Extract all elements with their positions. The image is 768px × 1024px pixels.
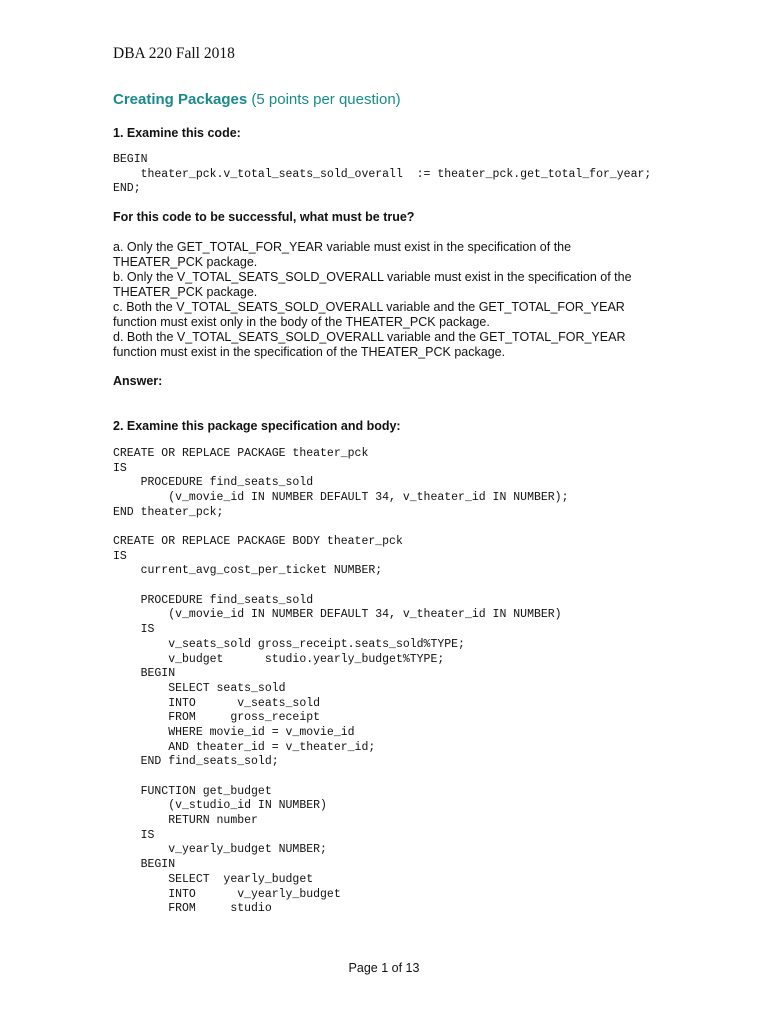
code-line: SELECT seats_sold bbox=[113, 681, 286, 695]
option-b: b. Only the V_TOTAL_SEATS_SOLD_OVERALL variable must exist in the specification of the THEATER_PCK package. bbox=[113, 270, 632, 300]
section-title-points: (5 points per question) bbox=[251, 91, 401, 108]
code-line: BEGIN bbox=[113, 667, 176, 681]
code-line: IS bbox=[113, 549, 127, 563]
code-line: v_yearly_budget NUMBER; bbox=[113, 843, 327, 857]
code-line: FROM studio bbox=[113, 902, 272, 916]
question-1-heading: 1. Examine this code: bbox=[113, 126, 241, 140]
code-line bbox=[113, 579, 562, 594]
code-line: INTO v_seats_sold bbox=[113, 696, 321, 710]
code-line: PROCEDURE find_seats_sold bbox=[113, 593, 314, 607]
code-line: v_seats_sold gross_receipt.seats_sold%TYPE; bbox=[113, 637, 465, 651]
code-line: CREATE OR REPLACE PACKAGE BODY theater_pck bbox=[113, 535, 403, 548]
code-line: AND theater_id = v_theater_id; bbox=[113, 740, 376, 754]
code-line: PROCEDURE find_seats_sold bbox=[113, 476, 314, 490]
code-line: RETURN number bbox=[113, 814, 258, 828]
code-line: END find_seats_sold; bbox=[113, 755, 279, 769]
option-d: d. Both the V_TOTAL_SEATS_SOLD_OVERALL variable and the GET_TOTAL_FOR_YEAR function must exist in the specification of the THEATER_PCK package. bbox=[113, 330, 626, 360]
question-1-answer-label: Answer: bbox=[113, 374, 163, 388]
question-2-heading: 2. Examine this package specification and body: bbox=[113, 419, 401, 433]
package-body-code-block bbox=[113, 535, 562, 917]
code-line: FROM gross_receipt bbox=[113, 711, 321, 725]
code-line: current_avg_cost_per_ticket NUMBER; bbox=[113, 564, 383, 578]
code-line: (v_studio_id IN NUMBER) bbox=[113, 799, 327, 813]
course-header: DBA 220 Fall 2018 bbox=[113, 45, 235, 62]
code-line: BEGIN bbox=[113, 858, 176, 872]
section-title-main: Creating Packages bbox=[113, 91, 248, 108]
question-1-prompt: For this code to be successful, what must be true? bbox=[113, 210, 415, 224]
code-line: IS bbox=[113, 828, 155, 842]
code-line: IS bbox=[113, 623, 155, 637]
code-line: INTO v_yearly_budget bbox=[113, 887, 341, 901]
option-c: c. Both the V_TOTAL_SEATS_SOLD_OVERALL variable and the GET_TOTAL_FOR_YEAR function must exist only in the body of the THEATER_PCK package. bbox=[113, 300, 625, 330]
code-line: FUNCTION get_budget bbox=[113, 784, 272, 798]
code-line: theater_pck.v_total_seats_sold_overall := theater_pck.get_total_for_year; bbox=[113, 167, 652, 181]
question-1-code-block bbox=[113, 153, 651, 197]
code-line: (v_movie_id IN NUMBER DEFAULT 34, v_theater_id IN NUMBER); bbox=[113, 491, 569, 505]
package-spec-code-block bbox=[113, 447, 568, 520]
code-line: WHERE movie_id = v_movie_id bbox=[113, 725, 355, 739]
code-line: BEGIN bbox=[113, 153, 148, 166]
section-title bbox=[113, 91, 401, 108]
code-line: v_budget studio.yearly_budget%TYPE; bbox=[113, 652, 445, 666]
code-line: END theater_pck; bbox=[113, 505, 224, 519]
option-a: a. Only the GET_TOTAL_FOR_YEAR variable must exist in the specification of the THEATER_PCK package. bbox=[113, 240, 572, 270]
code-line: CREATE OR REPLACE PACKAGE theater_pck bbox=[113, 447, 369, 460]
page-number: Page 1 of 13 bbox=[348, 961, 420, 975]
code-line bbox=[113, 770, 562, 785]
code-line: IS bbox=[113, 461, 127, 475]
code-line: SELECT yearly_budget bbox=[113, 872, 314, 886]
code-line: (v_movie_id IN NUMBER DEFAULT 34, v_theater_id IN NUMBER) bbox=[113, 608, 562, 622]
code-line: END; bbox=[113, 182, 141, 196]
